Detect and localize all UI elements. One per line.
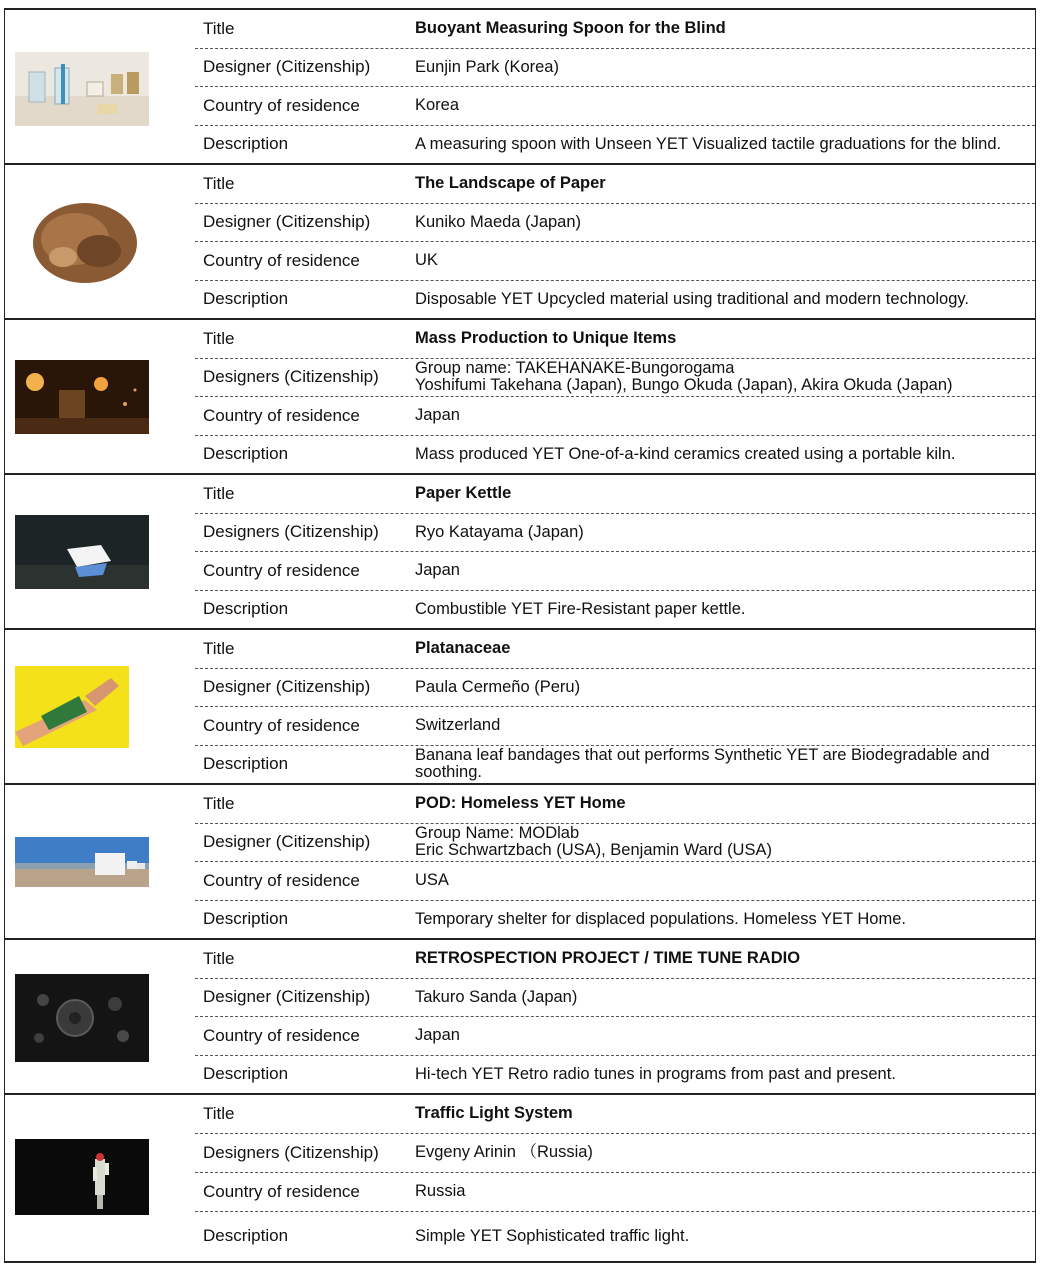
designer-label: Designers (Citizenship): [203, 367, 379, 387]
title-label: Title: [203, 638, 235, 658]
title-row: [195, 940, 1035, 979]
description-label: Description: [203, 1226, 289, 1246]
designer-label: Designers (Citizenship): [203, 522, 379, 542]
description-value: Hi-tech YET Retro radio tunes in programs from past and present.: [415, 1064, 896, 1083]
entry-5: [4, 628, 1036, 783]
entry-1: [4, 8, 1036, 163]
entry-7: [4, 938, 1036, 1093]
designer-row: [195, 49, 1035, 88]
designer-names: Yoshifumi Takehana (Japan), Bungo Okuda (Japan), Akira Okuda (Japan): [415, 376, 953, 395]
description-row: [195, 126, 1035, 164]
description-row: [195, 1056, 1035, 1094]
group-name: Group Name: MODlab: [415, 824, 580, 843]
entry-4-fields: [195, 475, 1035, 628]
entry-3: [4, 318, 1036, 473]
residence-row: [195, 87, 1035, 126]
designer-row: [195, 979, 1035, 1018]
residence-value: Japan: [415, 406, 460, 425]
designer-label: Designer (Citizenship): [203, 677, 371, 697]
radio-parts-photo: [15, 974, 149, 1062]
designer-value: [415, 825, 1035, 859]
residence-value: USA: [415, 871, 449, 890]
description-value: Simple YET Sophisticated traffic light.: [415, 1226, 690, 1245]
title-row: [195, 165, 1035, 204]
description-value: Combustible YET Fire-Resistant paper kettle.: [415, 599, 746, 618]
residence-row: [195, 1173, 1035, 1212]
paper-texture-photo: [15, 199, 149, 287]
description-label: Description: [203, 754, 289, 774]
description-value: Banana leaf bandages that out performs Synthetic YET are Biodegradable and soothing.: [415, 746, 990, 782]
description-row: [195, 281, 1035, 319]
designer-label: Designer (Citizenship): [203, 987, 371, 1007]
title-label: Title: [203, 948, 235, 968]
title-row: [195, 785, 1035, 824]
title-label: Title: [203, 18, 235, 38]
leaf-bandage-photo: [15, 666, 129, 748]
description-label: Description: [203, 289, 289, 309]
designer-value: Paula Cermeño (Peru): [415, 677, 581, 696]
description-value: Temporary shelter for displaced populations. Homeless YET Home.: [415, 909, 906, 928]
description-value: Mass produced YET One-of-a-kind ceramics created using a portable kiln.: [415, 444, 956, 463]
entry-5-fields: [195, 630, 1035, 783]
description-row: [195, 1212, 1035, 1261]
description-value: Disposable YET Upcycled material using traditional and modern technology.: [415, 289, 969, 308]
residence-value: Japan: [415, 561, 460, 580]
title-value: The Landscape of Paper: [415, 174, 606, 193]
designer-label: Designer (Citizenship): [203, 57, 371, 77]
entry-2-fields: [195, 165, 1035, 318]
residence-label: Country of residence: [203, 95, 360, 115]
entry-1-fields: [195, 10, 1035, 163]
description-row: [195, 746, 1035, 784]
title-value: Traffic Light System: [415, 1104, 573, 1123]
title-value: Mass Production to Unique Items: [415, 329, 677, 348]
residence-value: Russia: [415, 1182, 466, 1201]
kiln-fire-photo: [15, 360, 149, 434]
entry-6: [4, 783, 1036, 938]
entry-6-fields: [195, 785, 1035, 938]
title-label: Title: [203, 173, 235, 193]
title-label: Title: [203, 483, 235, 503]
title-label: Title: [203, 1103, 235, 1123]
residence-label: Country of residence: [203, 250, 360, 270]
entry-8: [4, 1093, 1036, 1263]
entry-8-fields: [195, 1095, 1035, 1261]
title-value: POD: Homeless YET Home: [415, 794, 626, 813]
residence-row: [195, 397, 1035, 436]
designer-row: [195, 204, 1035, 243]
measuring-spoon-photo: [15, 52, 149, 126]
residence-row: [195, 1017, 1035, 1056]
designer-value: Eunjin Park (Korea): [415, 57, 559, 76]
residence-label: Country of residence: [203, 1181, 360, 1201]
residence-row: [195, 552, 1035, 591]
description-label: Description: [203, 599, 289, 619]
designer-label: Designers (Citizenship): [203, 1142, 379, 1162]
shelter-pod-photo: [15, 837, 149, 887]
description-label: Description: [203, 1064, 289, 1084]
description-row: [195, 901, 1035, 939]
title-label: Title: [203, 328, 235, 348]
residence-row: [195, 862, 1035, 901]
entry-3-fields: [195, 320, 1035, 473]
entry-7-fields: [195, 940, 1035, 1093]
designer-label: Designer (Citizenship): [203, 212, 371, 232]
title-row: [195, 1095, 1035, 1134]
designer-value: Ryo Katayama (Japan): [415, 522, 584, 541]
title-value: Paper Kettle: [415, 484, 512, 503]
designer-value: Takuro Sanda (Japan): [415, 987, 578, 1006]
residence-value: Japan: [415, 1026, 460, 1045]
title-label: Title: [203, 793, 235, 813]
paper-kettle-photo: [15, 515, 149, 589]
residence-value: Korea: [415, 96, 460, 115]
designer-row: [195, 1134, 1035, 1173]
residence-label: Country of residence: [203, 405, 360, 425]
traffic-light-photo: [15, 1139, 149, 1215]
designer-row: [195, 824, 1035, 863]
description-row: [195, 436, 1035, 474]
residence-value: UK: [415, 251, 438, 270]
title-value: RETROSPECTION PROJECT / TIME TUNE RADIO: [415, 949, 801, 968]
designer-value: Kuniko Maeda (Japan): [415, 212, 582, 231]
residence-row: [195, 707, 1035, 746]
designer-row: [195, 514, 1035, 553]
designer-row: [195, 669, 1035, 708]
title-row: [195, 320, 1035, 359]
description-label: Description: [203, 134, 289, 154]
designer-value: [415, 360, 1035, 394]
title-row: [195, 10, 1035, 49]
designer-value: Evgeny Arinin （Russia): [415, 1143, 593, 1162]
group-name: Group name: TAKEHANAKE-Bungorogama: [415, 359, 735, 378]
residence-row: [195, 242, 1035, 281]
description-label: Description: [203, 444, 289, 464]
residence-label: Country of residence: [203, 870, 360, 890]
description-label: Description: [203, 909, 289, 929]
designer-names: Eric Schwartzbach (USA), Benjamin Ward (USA): [415, 841, 772, 860]
title-value: Buoyant Measuring Spoon for the Blind: [415, 19, 726, 38]
residence-label: Country of residence: [203, 560, 360, 580]
exhibit-table: [4, 8, 1036, 1263]
residence-value: Switzerland: [415, 716, 501, 735]
entry-4: [4, 473, 1036, 628]
residence-label: Country of residence: [203, 1025, 360, 1045]
description-row: [195, 591, 1035, 629]
designer-row: [195, 359, 1035, 398]
entry-2: [4, 163, 1036, 318]
designer-label: Designer (Citizenship): [203, 832, 371, 852]
title-value: Platanaceae: [415, 639, 511, 658]
residence-label: Country of residence: [203, 715, 360, 735]
description-value: A measuring spoon with Unseen YET Visualized tactile graduations for the blind.: [415, 134, 1002, 153]
title-row: [195, 630, 1035, 669]
title-row: [195, 475, 1035, 514]
